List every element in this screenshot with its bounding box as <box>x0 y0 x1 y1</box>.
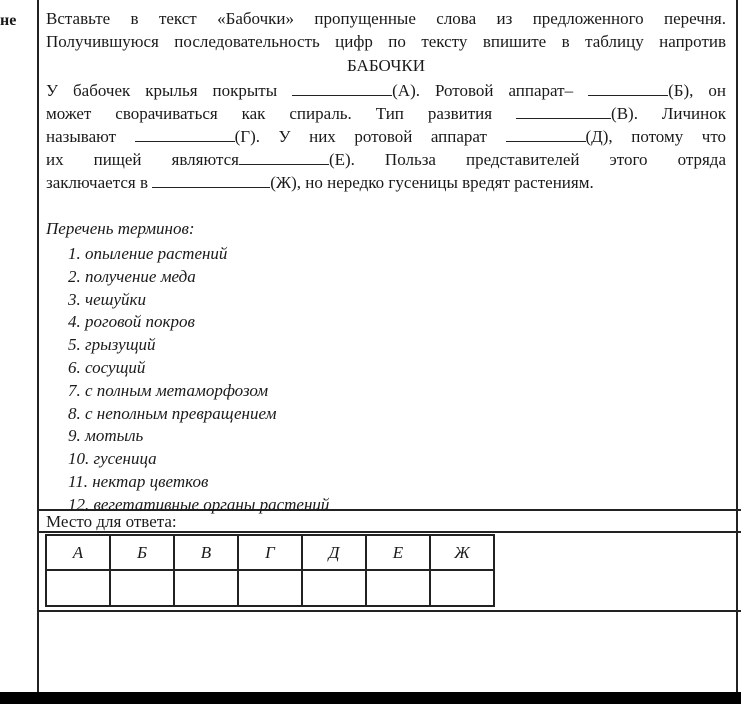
term-item: 6. сосущий <box>68 357 146 377</box>
left-column-fragment: не <box>0 12 17 29</box>
blank-d[interactable] <box>506 127 586 142</box>
passage-text: У бабочек крылья покрыты <box>46 81 278 100</box>
answer-cell-zh[interactable] <box>430 570 494 606</box>
passage-text: (Ж), но нередко гусеницы вредят растениям. <box>270 173 594 192</box>
term-item: 12. вегетативные органы растений <box>68 494 330 514</box>
passage-text: (Е). Польза представителей этого отряда <box>328 150 726 169</box>
answer-bottom-rule <box>38 610 741 612</box>
passage-line-1 <box>46 80 726 103</box>
answer-column-header: Б <box>110 535 174 570</box>
passage-text: (А). Ротовой аппарат– <box>392 81 574 100</box>
instruction-line-2: Получившуюся последовательность цифр по тексту впишите в таблицу напротив <box>46 32 726 51</box>
term-item: 5. грызущий <box>68 335 156 355</box>
answer-cell-e[interactable] <box>366 570 430 606</box>
term-item: 11. нектар цветков <box>68 471 209 491</box>
answer-header-row <box>46 535 494 570</box>
term-item: 8. с неполным превращением <box>68 403 277 423</box>
passage-text: их пищей являются <box>46 150 239 169</box>
term-item: 9. мотыль <box>68 426 144 446</box>
blank-v[interactable] <box>516 104 611 119</box>
text-title: БАБОЧКИ <box>347 56 425 75</box>
answer-cell-d[interactable] <box>302 570 366 606</box>
term-item: 2. получение меда <box>68 266 196 286</box>
right-border <box>736 0 738 692</box>
answer-column-header: В <box>174 535 238 570</box>
left-border <box>37 0 39 692</box>
answer-table <box>45 534 495 607</box>
passage-line-5 <box>46 172 726 195</box>
passage-text: называют <box>46 127 117 146</box>
answer-column-header: Е <box>366 535 430 570</box>
passage-text: (Б), он <box>668 81 727 100</box>
passage-text: (В). Личинок <box>611 104 727 123</box>
term-item: 1. опыление растений <box>68 244 228 263</box>
answer-column-header: Г <box>238 535 302 570</box>
passage-line-3 <box>46 126 726 149</box>
passage-line-2 <box>46 103 726 126</box>
answer-column-header: А <box>46 535 110 570</box>
answer-column-header: Ж <box>430 535 494 570</box>
term-item: 4. роговой покров <box>68 312 195 332</box>
answer-cell-g[interactable] <box>238 570 302 606</box>
term-item: 3. чешуйки <box>68 289 146 309</box>
blank-zh[interactable] <box>152 173 270 188</box>
blank-e[interactable] <box>239 150 329 165</box>
answer-label: Место для ответа: <box>46 512 177 531</box>
terms-title: Перечень терминов: <box>46 219 195 238</box>
passage-text: (Д), потому что <box>585 127 727 146</box>
answer-cell-a[interactable] <box>46 570 110 606</box>
answer-input-row <box>46 570 494 606</box>
blank-b[interactable] <box>588 81 668 96</box>
answer-column-header: Д <box>302 535 366 570</box>
instruction-line-1: Вставьте в текст «Бабочки» пропущенные слова из предложенного перечня. <box>46 9 726 28</box>
term-item: 7. с полным метаморфозом <box>68 380 269 400</box>
term-item: 10. гусеница <box>68 449 157 469</box>
passage-line-4 <box>46 149 726 172</box>
passage-text: (Г). У них ротовой аппарат <box>234 127 487 146</box>
bottom-black-bar <box>0 692 741 704</box>
terms-list <box>68 243 329 517</box>
passage-text: заключается в <box>46 173 148 192</box>
blank-a[interactable] <box>292 81 392 96</box>
answer-cell-b[interactable] <box>110 570 174 606</box>
passage-text: может сворачиваться как спираль. Тип развития <box>46 104 493 123</box>
answer-cell-v[interactable] <box>174 570 238 606</box>
blank-g[interactable] <box>135 127 235 142</box>
